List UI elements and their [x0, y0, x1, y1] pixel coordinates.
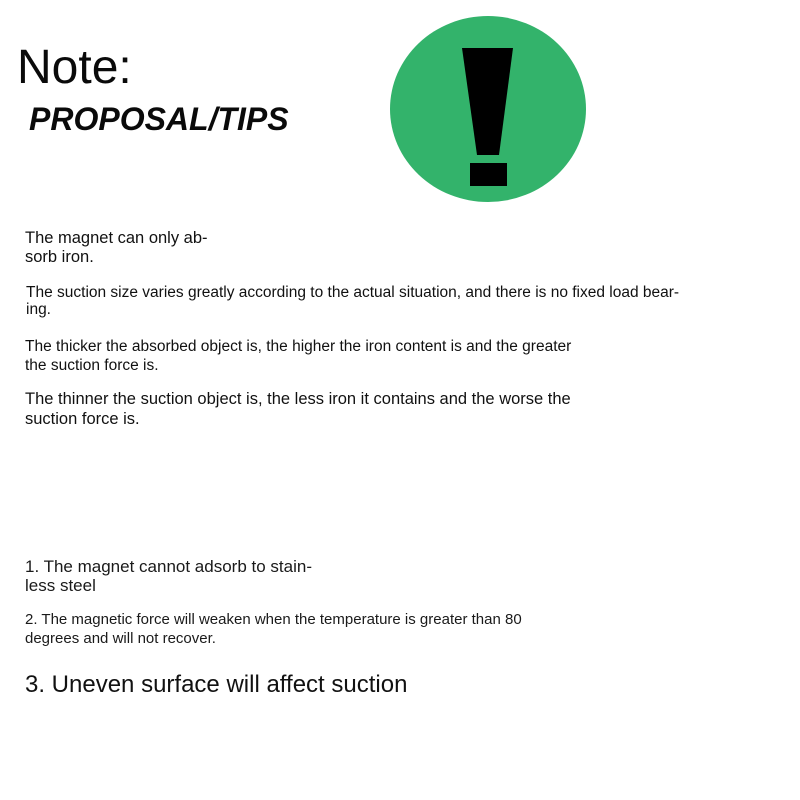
paragraph-thinner-object-line-1: The thinner the suction object is, the less iron it contains and the worse the: [25, 390, 571, 408]
tip-temperature-line-1: 2. The magnetic force will weaken when the temperature is greater than 80: [25, 611, 522, 628]
paragraph-thicker-object-line-2: the suction force is.: [25, 357, 159, 374]
paragraph-suction-size-line-1: The suction size varies greatly according to the actual situation, and there is no fixed load bear-: [26, 284, 680, 301]
paragraph-iron-only: [25, 229, 245, 267]
exclamation-icon-dot: [470, 163, 507, 186]
proposal-tips-heading: PROPOSAL/TIPS: [29, 101, 289, 137]
paragraph-thicker-object-line-1: The thicker the absorbed object is, the higher the iron content is and the greater: [25, 338, 572, 355]
tip-temperature: [25, 610, 605, 648]
note-title: Note:: [17, 41, 132, 94]
paragraph-iron-only-line-2: sorb iron.: [25, 248, 94, 266]
paragraph-thinner-object-line-2: suction force is.: [25, 410, 140, 428]
paragraph-suction-size: [26, 284, 766, 318]
tip-stainless-steel-line-2: less steel: [25, 576, 96, 595]
paragraph-suction-size-line-2: ing.: [26, 301, 51, 318]
exclamation-icon: [389, 15, 587, 203]
tip-temperature-line-2: degrees and will not recover.: [25, 630, 216, 647]
paragraph-iron-only-line-1: The magnet can only ab-: [25, 229, 208, 247]
tip-uneven-surface: 3. Uneven surface will affect suction: [25, 671, 408, 698]
tip-stainless-steel: [25, 557, 365, 595]
paragraph-thicker-object: [25, 337, 645, 375]
tip-stainless-steel-line-1: 1. The magnet cannot adsorb to stain-: [25, 557, 312, 576]
paragraph-thinner-object: [25, 389, 645, 429]
